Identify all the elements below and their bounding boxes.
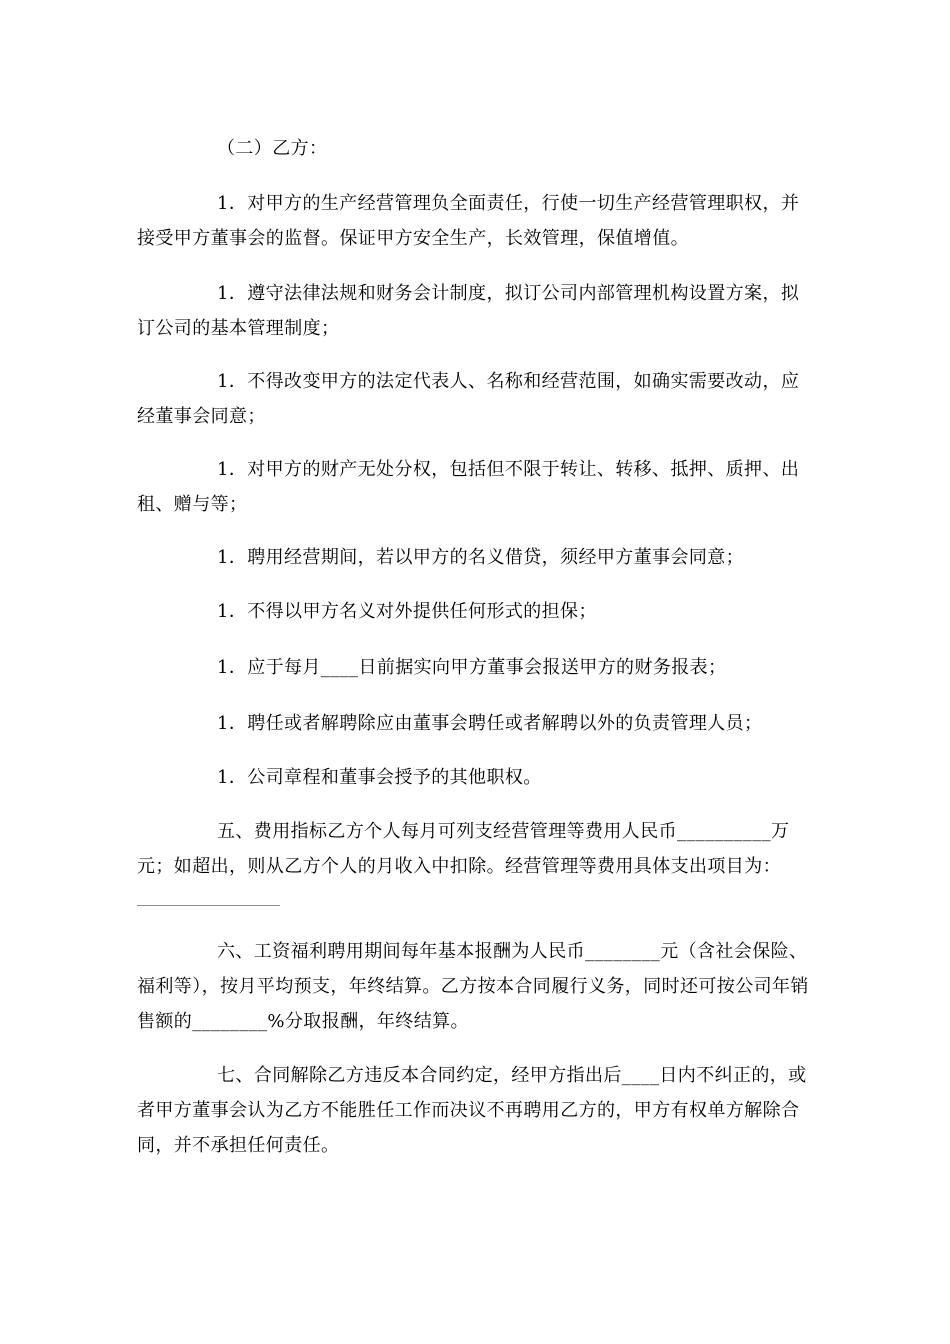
- duty-item-5: 1．聘用经营期间，若以甲方的名义借贷，须经甲方董事会同意；: [217, 547, 745, 568]
- duty-item-7: 1．应于每月____日前据实向甲方董事会报送甲方的财务报表；: [217, 657, 727, 678]
- section-6-salary-benefits: 六、工资福利聘用期间每年基本报酬为人民币________元（含社会保险、福利等），按月平均预支，年终结算。乙方按本合同履行义务，同时还可按公司年销售额的________%分取报酬，年终结算。: [137, 941, 809, 1032]
- section-5-expense-indicators: 五、费用指标乙方个人每月可列支经营管理等费用人民币__________万元；如超出，则从乙方个人的月收入中扣除。经营管理等费用具体支出项目为：: [137, 821, 790, 877]
- section-7-contract-termination: 七、合同解除乙方违反本合同约定，经甲方指出后____日内不纠正的，或者甲方董事会认为乙方不能胜任工作而决议不再聘用乙方的，甲方有权单方解除合同，并不承担任何责任。: [137, 1065, 807, 1156]
- duty-item-9: 1．公司章程和董事会授予的其他职权。: [217, 767, 542, 788]
- duty-item-3: 1．不得改变甲方的法定代表人、名称和经营范围，如确实需要改动，应经董事会同意；: [137, 371, 800, 427]
- section-heading-party-b: （二）乙方：: [217, 138, 328, 159]
- blank-underline: [137, 905, 280, 906]
- duty-item-4: 1．对甲方的财产无处分权，包括但不限于转让、转移、抵押、质押、出租、赠与等；: [137, 459, 800, 515]
- duty-item-1: 1．对甲方的生产经营管理负全面责任，行使一切生产经营管理职权，并接受甲方董事会的监督。保证甲方安全生产，长效管理，保值增值。: [137, 193, 800, 249]
- duty-item-2: 1．遵守法律法规和财务会计制度，拟订公司内部管理机构设置方案，拟订公司的基本管理制度；: [137, 283, 800, 339]
- duty-item-8: 1．聘任或者解聘除应由董事会聘任或者解聘以外的负责管理人员；: [217, 713, 763, 734]
- duty-item-6: 1．不得以甲方名义对外提供任何形式的担保；: [217, 601, 597, 622]
